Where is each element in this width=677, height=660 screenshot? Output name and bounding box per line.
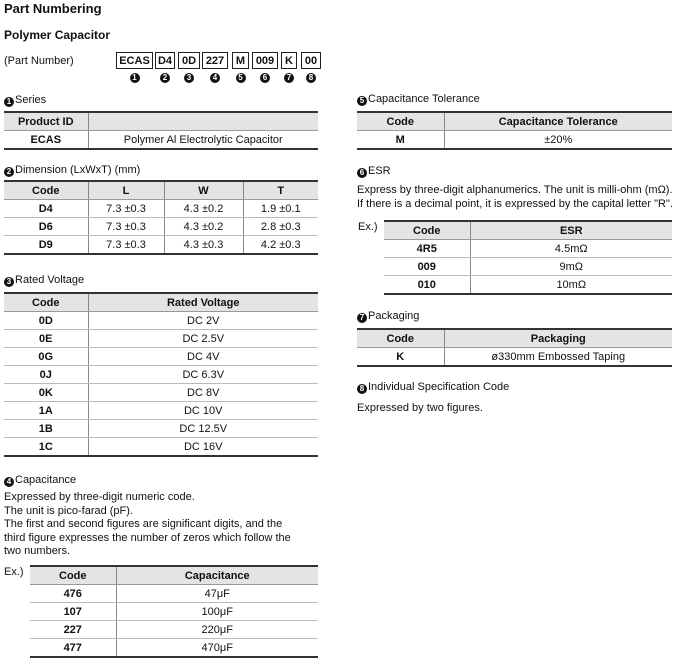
section-individual: 8 Individual Specification Code <box>357 381 509 394</box>
text-line: The unit is pico-farad (pF). <box>4 504 133 517</box>
table-row <box>4 312 318 330</box>
table-row <box>4 384 318 402</box>
table-row <box>4 348 318 366</box>
value-cell: ±20% <box>444 131 672 150</box>
part-code-box: ECAS <box>116 52 153 69</box>
example-label: Ex.) <box>358 221 378 233</box>
value-cell: 2.8 ±0.3 <box>243 218 318 236</box>
code-cell: 1B <box>4 420 88 438</box>
value-cell: DC 16V <box>88 438 318 457</box>
column-header: Code <box>30 566 116 585</box>
code-cell: 0G <box>4 348 88 366</box>
value-cell: 7.3 ±0.3 <box>88 236 164 255</box>
esr-table <box>384 220 672 295</box>
column-header: Code <box>357 112 444 131</box>
table-row <box>30 585 318 603</box>
individual-description: Expressed by two figures. <box>357 402 483 414</box>
section-esr: 6 ESR <box>357 165 391 178</box>
value-cell: Polymer Al Electrolytic Capacitor <box>88 131 318 150</box>
section-series: 1 Series <box>4 94 46 107</box>
value-cell: 220μF <box>116 621 318 639</box>
value-cell: 4.2 ±0.3 <box>243 236 318 255</box>
part-code-box: 009 <box>252 52 278 69</box>
column-header: Code <box>4 293 88 312</box>
column-header: Product ID <box>4 112 88 131</box>
table-row <box>384 258 672 276</box>
table-header-row <box>30 566 318 585</box>
table-header-row <box>4 293 318 312</box>
code-cell: K <box>396 350 405 363</box>
table-header-row <box>357 329 672 348</box>
table-header-row <box>384 221 672 240</box>
marker-8-icon: 8 <box>357 384 367 394</box>
column-header: Capacitance Tolerance <box>444 112 672 131</box>
part-code-box: 227 <box>202 52 228 69</box>
column-header: Rated Voltage <box>88 293 318 312</box>
marker-4-icon: 4 <box>210 73 220 83</box>
table-row <box>357 348 672 367</box>
text-line: Express by three-digit alphanumerics. The unit is milli-ohm (mΩ). <box>357 184 673 196</box>
table-row <box>30 639 318 658</box>
value-cell: 47μF <box>116 585 318 603</box>
example-label: Ex.) <box>4 566 24 578</box>
marker-2-icon: 2 <box>160 73 170 83</box>
column-header: L <box>88 181 164 200</box>
marker-6-icon: 6 <box>260 73 270 83</box>
part-number-label: (Part Number) <box>4 55 74 67</box>
value-cell: 4.3 ±0.2 <box>164 200 243 218</box>
table-row <box>4 438 318 457</box>
column-header: W <box>164 181 243 200</box>
column-header: T <box>243 181 318 200</box>
value-cell: 9mΩ <box>470 258 672 276</box>
code-cell: 1C <box>38 440 53 453</box>
text-line: If there is a decimal point, it is expressed by the capital letter "R". <box>357 197 673 210</box>
value-cell: 4.5mΩ <box>470 240 672 258</box>
table-row <box>4 131 318 150</box>
value-cell: DC 4V <box>88 348 318 366</box>
section-packaging: 7 Packaging <box>357 310 419 323</box>
value-cell: DC 2V <box>88 312 318 330</box>
esr-description <box>357 184 677 211</box>
code-cell: 4R5 <box>384 240 470 258</box>
marker-5-icon: 5 <box>236 73 246 83</box>
marker-5-icon: 5 <box>357 96 367 106</box>
value-cell: 4.3 ±0.3 <box>164 236 243 255</box>
capacitance-table <box>30 565 318 658</box>
table-row <box>4 236 318 255</box>
table-row <box>4 402 318 420</box>
table-row <box>384 240 672 258</box>
section-voltage: 3 Rated Voltage <box>4 274 84 287</box>
page-subtitle: Polymer Capacitor <box>4 28 111 42</box>
code-cell: D6 <box>4 218 88 236</box>
value-cell: DC 2.5V <box>88 330 318 348</box>
code-cell: D4 <box>4 200 88 218</box>
value-cell: DC 12.5V <box>88 420 318 438</box>
column-header: Code <box>357 329 444 348</box>
column-header: Capacitance <box>116 566 318 585</box>
code-cell: 0E <box>4 330 88 348</box>
table-row <box>384 276 672 295</box>
table-header-row <box>4 181 318 200</box>
table-row <box>4 366 318 384</box>
code-cell: 227 <box>30 621 116 639</box>
text-line: The first and second figures are significant digits, and the third figure expresses the number of zeros which follow the two numbers. <box>4 518 291 557</box>
code-cell: 476 <box>30 585 116 603</box>
capacitance-description <box>4 491 304 559</box>
code-cell: D9 <box>38 238 53 251</box>
packaging-table <box>357 328 672 367</box>
code-cell: 477 <box>63 641 82 654</box>
marker-1-icon: 1 <box>4 97 14 107</box>
table-row <box>4 420 318 438</box>
code-cell: 0D <box>4 312 88 330</box>
value-cell: 1.9 ±0.1 <box>243 200 318 218</box>
column-header <box>88 112 318 131</box>
section-dimension: 2 Dimension (LxWxT) (mm) <box>4 164 140 177</box>
value-cell: 470μF <box>116 639 318 658</box>
column-header: ESR <box>470 221 672 240</box>
column-header: Packaging <box>444 329 672 348</box>
code-cell: 1A <box>4 402 88 420</box>
marker-1-icon: 1 <box>130 73 140 83</box>
part-code-box: M <box>232 52 249 69</box>
part-code-box: 00 <box>301 52 321 69</box>
column-header: Code <box>4 181 88 200</box>
table-header-row <box>4 112 318 131</box>
part-code-box: D4 <box>155 52 175 69</box>
table-row <box>4 330 318 348</box>
code-cell: 009 <box>384 258 470 276</box>
marker-4-icon: 4 <box>4 477 14 487</box>
part-code-box: K <box>281 52 297 69</box>
text-line: Expressed by three-digit numeric code. <box>4 491 195 503</box>
marker-2-icon: 2 <box>4 167 14 177</box>
part-code-box: 0D <box>178 52 200 69</box>
marker-7-icon: 7 <box>357 313 367 323</box>
table-header-row <box>357 112 672 131</box>
code-cell: M <box>395 133 405 146</box>
value-cell: DC 10V <box>88 402 318 420</box>
table-row <box>30 603 318 621</box>
section-capacitance: 4 Capacitance <box>4 474 76 487</box>
tolerance-table <box>357 111 672 150</box>
code-cell: 0K <box>4 384 88 402</box>
marker-7-icon: 7 <box>284 73 294 83</box>
column-header: Code <box>384 221 470 240</box>
marker-6-icon: 6 <box>357 168 367 178</box>
table-row <box>4 200 318 218</box>
value-cell: 10mΩ <box>470 276 672 295</box>
page-title: Part Numbering <box>4 1 102 16</box>
marker-3-icon: 3 <box>4 277 14 287</box>
value-cell: 7.3 ±0.3 <box>88 200 164 218</box>
series-table <box>4 111 318 150</box>
value-cell: 7.3 ±0.3 <box>88 218 164 236</box>
marker-8-icon: 8 <box>306 73 316 83</box>
table-row <box>4 218 318 236</box>
code-cell: 010 <box>417 278 436 291</box>
dimension-table <box>4 180 318 255</box>
table-row <box>30 621 318 639</box>
value-cell: 4.3 ±0.2 <box>164 218 243 236</box>
value-cell: 100μF <box>116 603 318 621</box>
code-cell: ECAS <box>30 133 62 146</box>
marker-3-icon: 3 <box>184 73 194 83</box>
code-cell: 107 <box>30 603 116 621</box>
voltage-table <box>4 292 318 457</box>
code-cell: 0J <box>4 366 88 384</box>
value-cell: DC 8V <box>88 384 318 402</box>
value-cell: ø330mm Embossed Taping <box>444 348 672 367</box>
section-tolerance: 5 Capacitance Tolerance <box>357 93 480 106</box>
value-cell: DC 6.3V <box>88 366 318 384</box>
table-row <box>357 131 672 150</box>
